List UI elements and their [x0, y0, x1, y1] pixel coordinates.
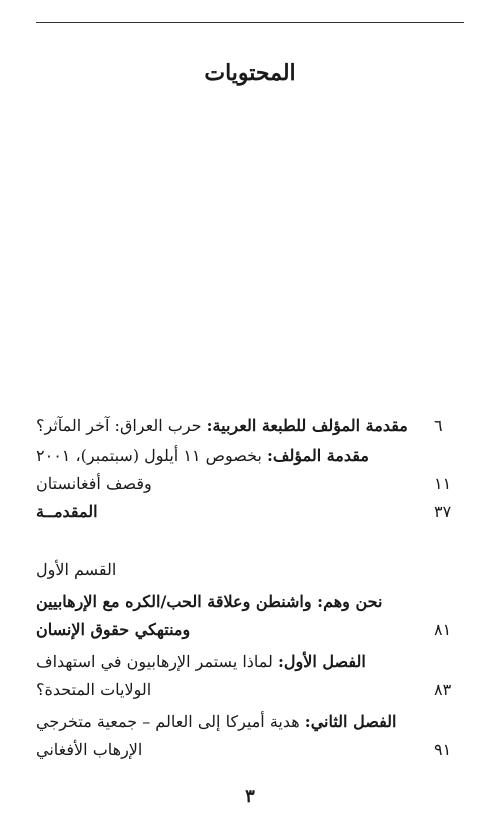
- entry-heading: مقدمة المؤلف:: [266, 445, 369, 465]
- entry-text: هدية أميركا إلى العالم – جمعية متخرجي: [36, 711, 305, 731]
- entry-heading: مقدمة المؤلف للطبعة العربية:: [206, 415, 408, 435]
- page-number: ٨١: [434, 619, 452, 639]
- entry-text: القسم الأول: [36, 559, 117, 579]
- toc-entry[interactable]: [36, 676, 464, 702]
- entry-heading: نحن وهم: واشنطن وعلاقة الحب/الكره مع الإرهابيين: [36, 591, 383, 611]
- entry-heading: الفصل الأول:: [278, 651, 366, 671]
- entry-text: الإرهاب الأفغاني: [36, 739, 143, 759]
- page-title: المحتويات: [204, 60, 296, 86]
- toc-entry[interactable]: [36, 470, 464, 496]
- toc-entry[interactable]: [36, 498, 464, 524]
- toc-section-heading: [36, 556, 464, 582]
- entry-heading: ومنتهكي حقوق الإنسان: [36, 619, 191, 639]
- entry-text: حرب العراق: آخر المآثر؟: [36, 415, 207, 435]
- toc-entry[interactable]: [36, 648, 464, 674]
- page-number: ٣٧: [434, 501, 452, 521]
- toc-entry[interactable]: [36, 442, 464, 468]
- page-folio: ٣: [245, 786, 255, 807]
- page-number: ٨٣: [434, 679, 452, 699]
- toc-entry[interactable]: [36, 412, 464, 438]
- page-number: ٦: [434, 415, 443, 435]
- toc-entry[interactable]: [36, 588, 464, 614]
- page-number: ٩١: [434, 739, 452, 759]
- entry-heading: الفصل الثاني:: [304, 711, 397, 731]
- page-number: ١١: [434, 473, 452, 493]
- toc-entry[interactable]: [36, 736, 464, 762]
- entry-text: الولايات المتحدة؟: [36, 679, 152, 699]
- entry-text: بخصوص ١١ أيلول (سبتمبر)، ٢٠٠١: [36, 445, 267, 465]
- entry-text: لماذا يستمر الإرهابيون في استهداف: [36, 651, 279, 671]
- toc-entry[interactable]: [36, 708, 464, 734]
- entry-text: وقصف أفغانستان: [36, 473, 152, 493]
- toc-entry[interactable]: [36, 616, 464, 642]
- top-rule: [36, 22, 464, 23]
- entry-heading: المقدمــة: [36, 501, 98, 521]
